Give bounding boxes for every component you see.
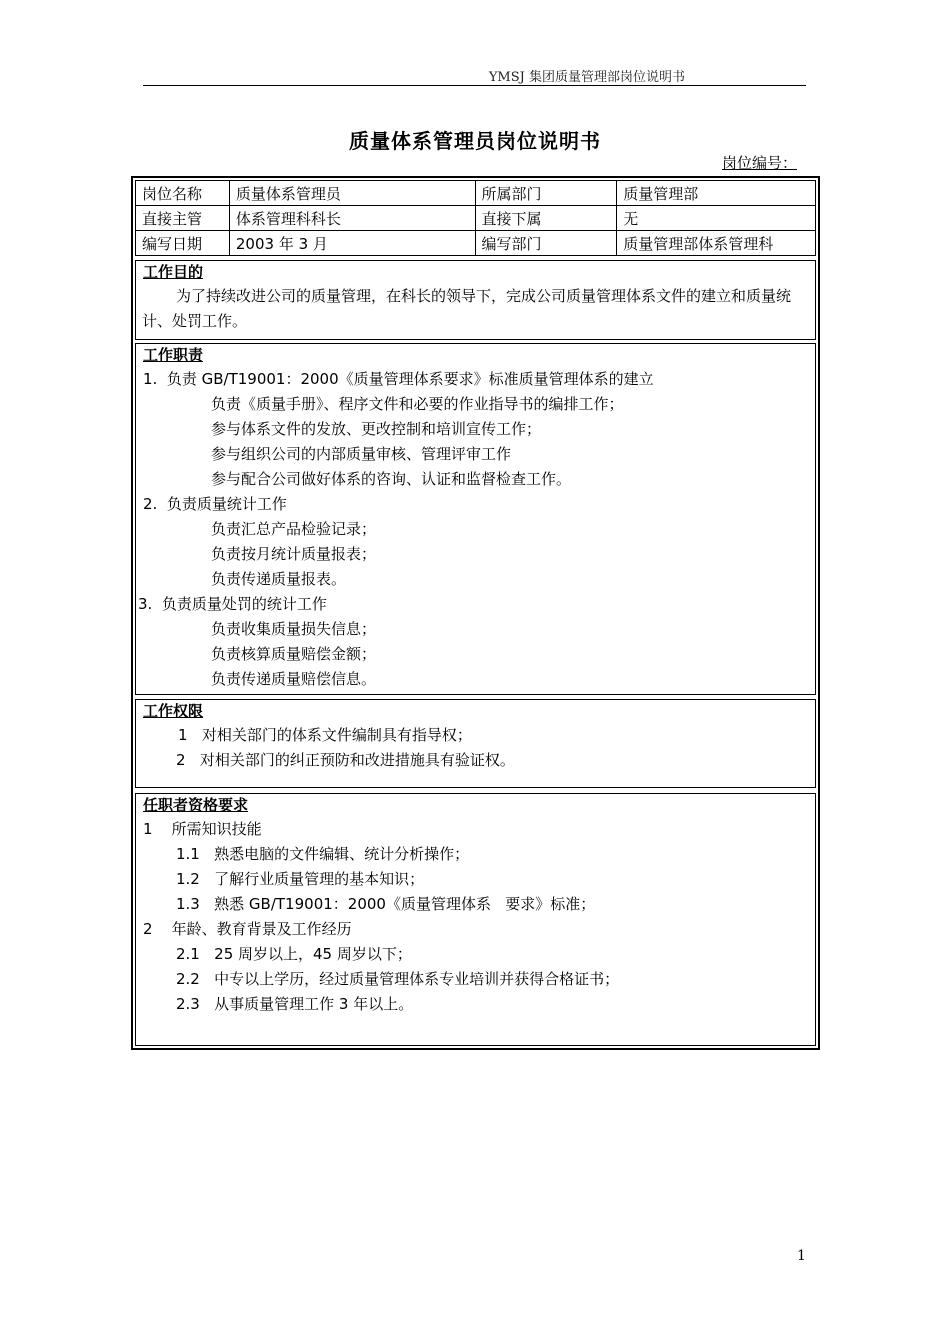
- list-item: 1.1 熟悉电脑的文件编辑、统计分析操作；: [176, 845, 470, 863]
- info-table: [135, 180, 816, 256]
- list-item: 1.3 熟悉 GB/T19001：2000《质量管理体系 要求》标准；: [176, 895, 596, 913]
- qualifications-title: 任职者资格要求: [143, 796, 249, 814]
- table-row: [136, 206, 816, 231]
- list-item: 2 年龄、教育背景及工作经历: [143, 920, 352, 938]
- list-item: 1 所需知识技能: [143, 820, 262, 838]
- duty-group-heading: 3. 负责质量处罚的统计工作: [138, 595, 327, 613]
- purpose-section: [135, 260, 816, 340]
- document-title: 质量体系管理员岗位说明书: [349, 129, 601, 153]
- info-value-supervisor: 体系管理科科长: [229, 206, 475, 231]
- post-number-label: 岗位编号：: [722, 154, 798, 172]
- list-item: 2.3 从事质量管理工作 3 年以上。: [176, 995, 414, 1013]
- page-number: 1: [797, 1248, 806, 1264]
- list-item: 负责核算质量赔偿金额；: [211, 645, 377, 663]
- list-item: 2.1 25 周岁以上，45 周岁以下；: [176, 945, 412, 963]
- list-item: 参与配合公司做好体系的咨询、认证和监督检查工作。: [211, 470, 572, 488]
- info-label-date: 编写日期: [136, 231, 230, 256]
- info-value-position: 质量体系管理员: [229, 181, 475, 206]
- list-item: 参与组织公司的内部质量审核、管理评审工作: [211, 445, 512, 463]
- list-item: 1 对相关部门的体系文件编制具有指导权；: [178, 726, 472, 744]
- info-value-date: 2003 年 3 月: [229, 231, 475, 256]
- purpose-text: 为了持续改进公司的质量管理，在科长的领导下，完成公司质量管理体系文件的建立和质量统计、处罚工作。: [142, 287, 792, 330]
- duties-section: [135, 343, 816, 695]
- table-row: [136, 181, 816, 206]
- info-label-writing-dept: 编写部门: [475, 231, 617, 256]
- duty-group-heading: 2. 负责质量统计工作: [143, 495, 287, 513]
- info-label-position: 岗位名称: [136, 181, 230, 206]
- purpose-title: 工作目的: [143, 263, 204, 281]
- info-value-writing-dept: 质量管理部体系管理科: [617, 231, 816, 256]
- info-value-subordinate: 无: [617, 206, 816, 231]
- authority-section: [135, 699, 816, 788]
- info-value-department: 质量管理部: [617, 181, 816, 206]
- table-row: [136, 231, 816, 256]
- authority-title: 工作权限: [143, 702, 204, 720]
- list-item: 2 对相关部门的纠正预防和改进措施具有验证权。: [176, 751, 515, 769]
- list-item: 负责传递质量赔偿信息。: [211, 670, 377, 688]
- list-item: 1.2 了解行业质量管理的基本知识；: [176, 870, 425, 888]
- header-doc-name: YMSJ 集团质量管理部岗位说明书: [488, 70, 685, 85]
- info-label-subordinate: 直接下属: [475, 206, 617, 231]
- qualifications-section: [135, 793, 816, 1046]
- list-item: 负责收集质量损失信息；: [211, 620, 377, 638]
- info-label-department: 所属部门: [475, 181, 617, 206]
- list-item: 2.2 中专以上学历，经过质量管理体系专业培训并获得合格证书；: [176, 970, 620, 988]
- list-item: 负责《质量手册》、程序文件和必要的作业指导书的编排工作；: [211, 395, 624, 413]
- header-rule: [143, 85, 806, 86]
- list-item: 负责传递质量报表。: [211, 570, 347, 588]
- duties-title: 工作职责: [143, 346, 204, 364]
- info-label-supervisor: 直接主管: [136, 206, 230, 231]
- duty-group-heading: 1. 负责 GB/T19001：2000《质量管理体系要求》标准质量管理体系的建立: [143, 370, 654, 388]
- list-item: 负责汇总产品检验记录；: [211, 520, 377, 538]
- list-item: 参与体系文件的发放、更改控制和培训宣传工作；: [211, 420, 542, 438]
- list-item: 负责按月统计质量报表；: [211, 545, 377, 563]
